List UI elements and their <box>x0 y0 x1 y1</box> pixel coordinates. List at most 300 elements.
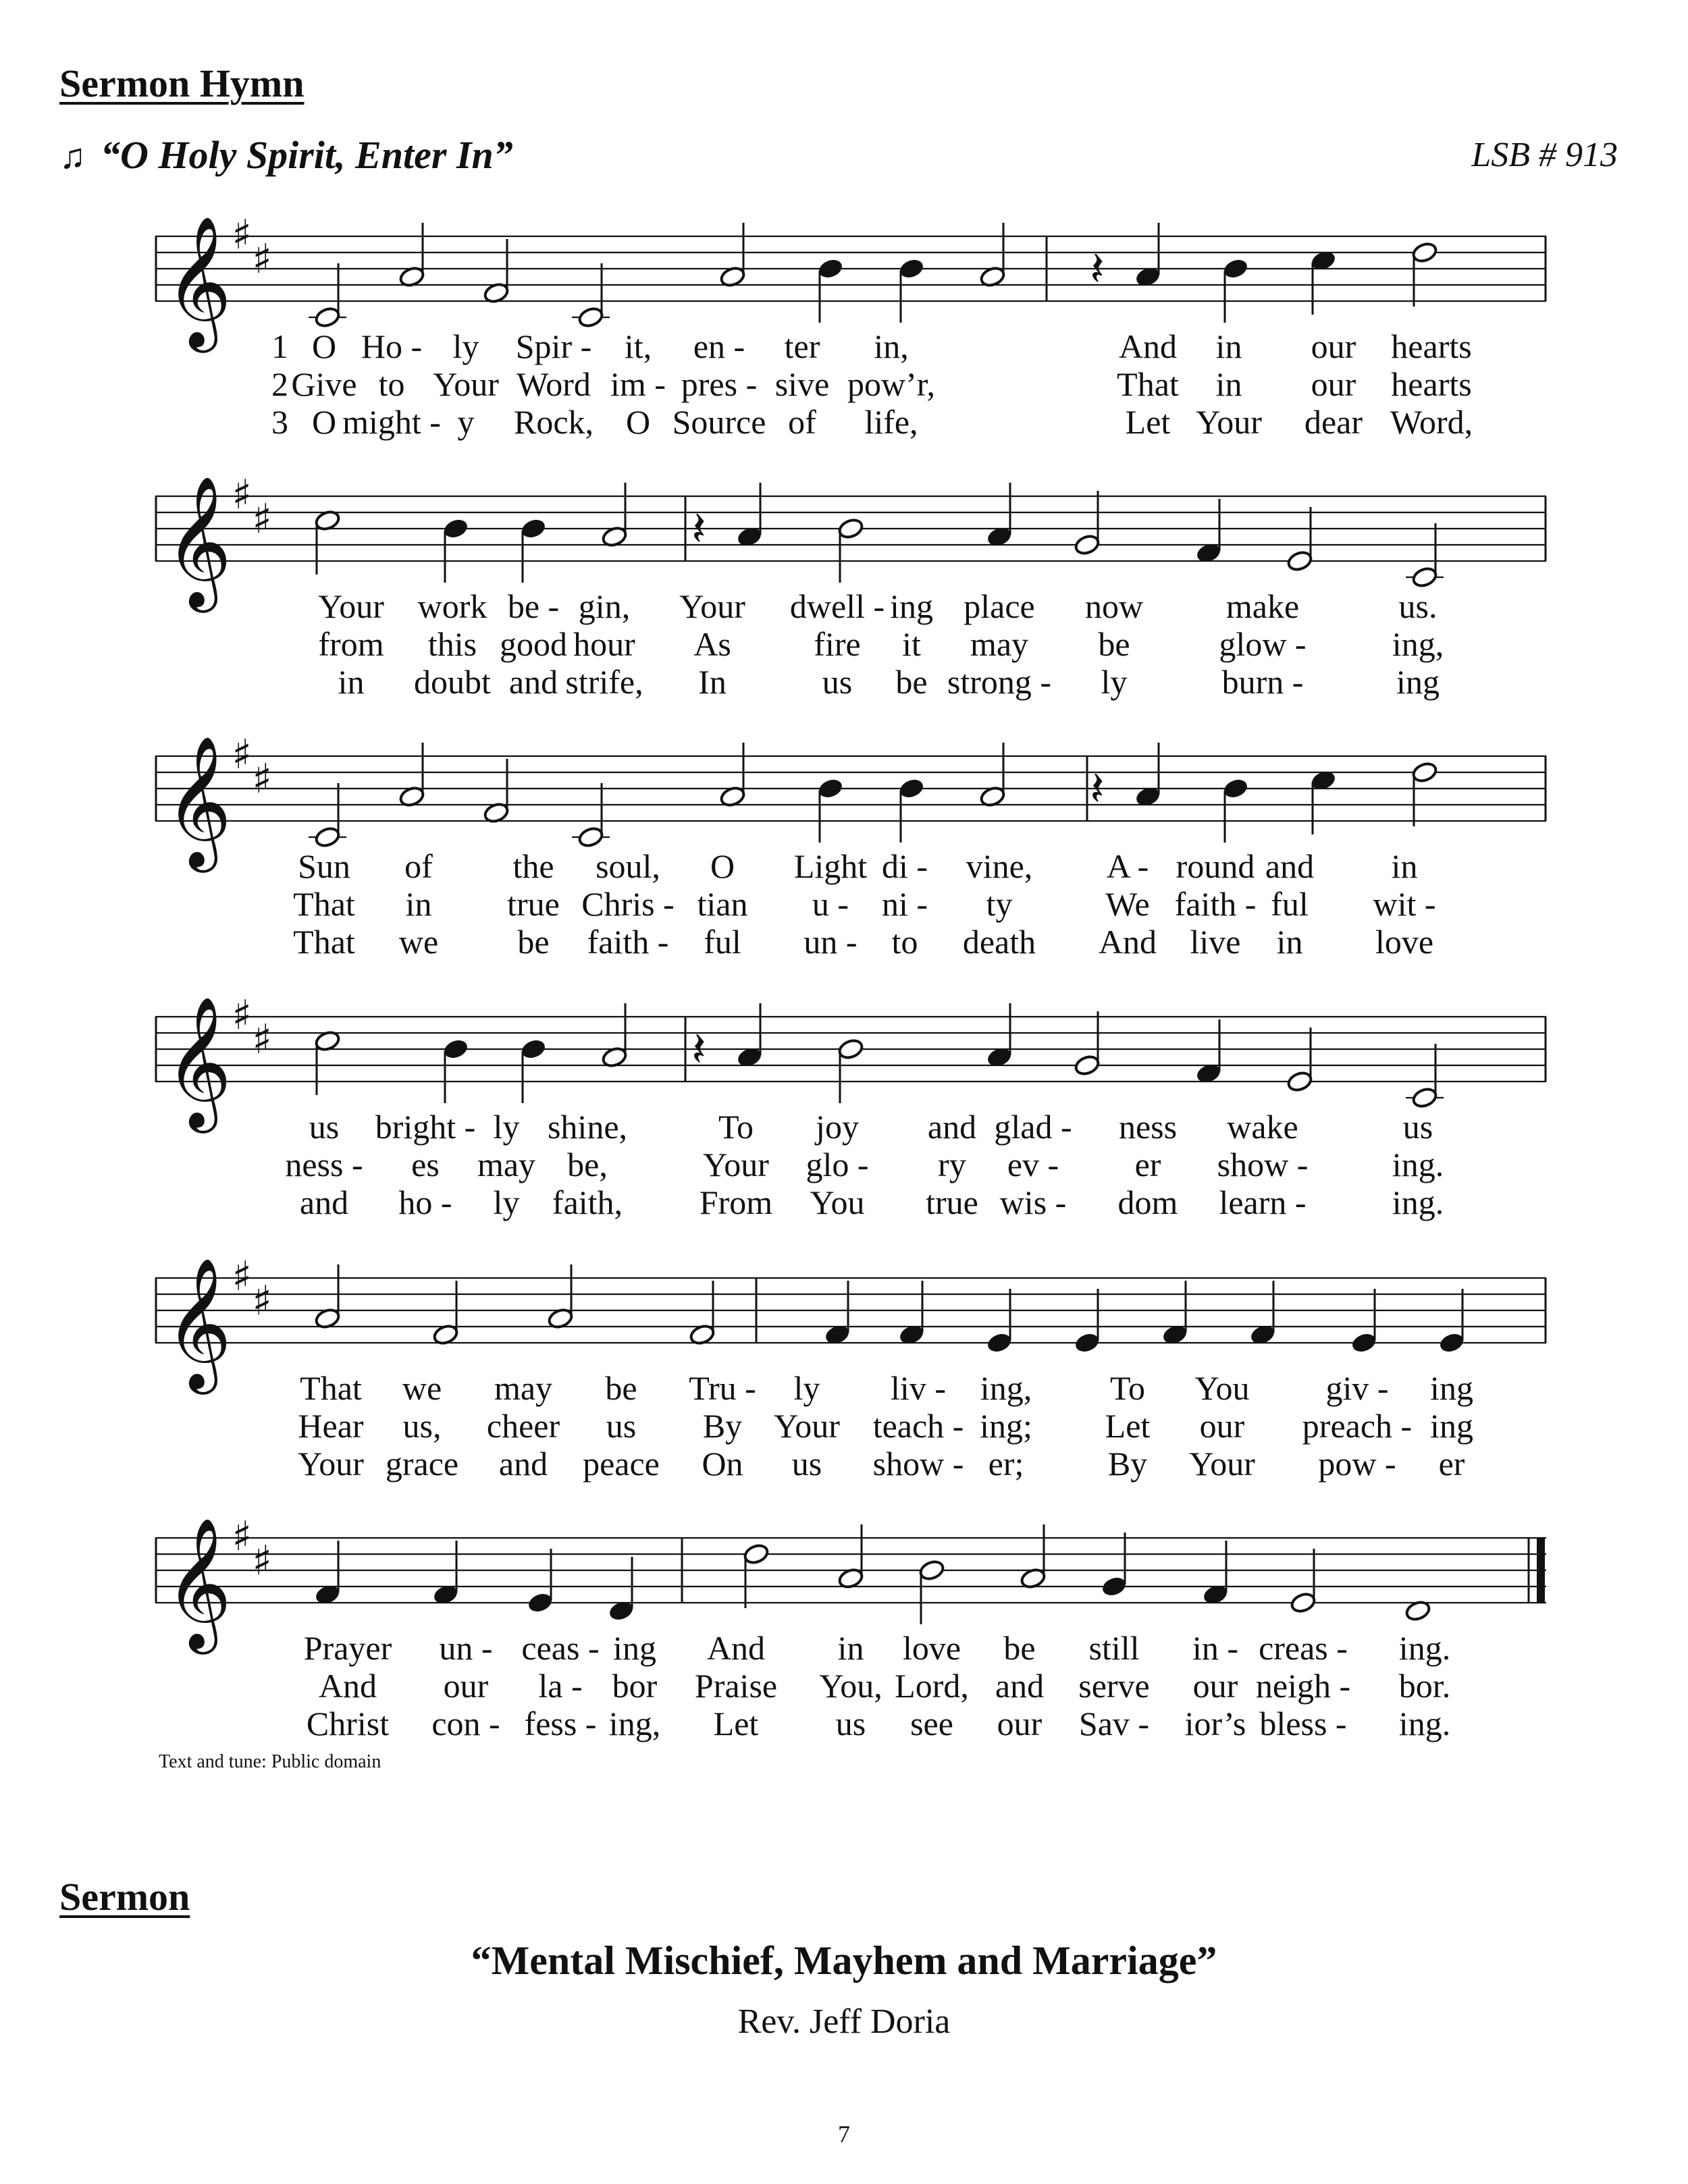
verse-number: 3 <box>271 403 288 441</box>
lyric-syllable: ty <box>986 885 1013 923</box>
quarter-note <box>898 257 925 280</box>
half-note <box>1411 1086 1438 1109</box>
lyric-syllable: pres - <box>681 365 758 403</box>
lyric-syllable: By <box>702 1407 743 1445</box>
lyric-syllable: Word, <box>1390 403 1473 441</box>
lyric-syllable: our <box>1192 1667 1238 1705</box>
lyric-syllable: fire <box>814 625 861 663</box>
lyric-syllable: ho - <box>398 1183 452 1221</box>
half-note <box>577 306 604 329</box>
lyric-line <box>155 365 1546 403</box>
lyric-syllable: Your <box>679 587 745 625</box>
lyric-syllable: strife, <box>565 663 643 701</box>
lyric-syllable: creas - <box>1259 1629 1348 1667</box>
lyric-syllable: see <box>910 1705 953 1742</box>
lyric-syllable: may <box>494 1369 553 1407</box>
lyric-syllable: and <box>995 1667 1045 1705</box>
lyric-syllable: soul, <box>596 847 660 885</box>
lyric-syllable: giv - <box>1325 1369 1389 1407</box>
lyric-syllable: ceas - <box>521 1629 600 1667</box>
half-note <box>314 826 341 849</box>
lyric-syllable: You <box>1194 1369 1250 1407</box>
lyric-syllable: ry <box>938 1146 966 1183</box>
quarter-note <box>442 517 469 540</box>
lyric-syllable: might - <box>342 403 441 441</box>
lyric-syllable: From <box>699 1183 773 1221</box>
quarter-note <box>1350 1331 1377 1354</box>
lyric-syllable: er <box>1438 1445 1465 1483</box>
lyric-syllable: doubt <box>414 663 491 701</box>
lyric-syllable: us <box>822 663 853 701</box>
lyric-syllable: in <box>1391 847 1418 885</box>
lyric-syllable: ing <box>1430 1369 1473 1407</box>
lyric-syllable: faith - <box>587 923 669 961</box>
lyric-syllable: That <box>293 885 355 923</box>
lyric-syllable: place <box>964 587 1035 625</box>
lyric-syllable: from <box>318 625 384 663</box>
lyric-syllable: our <box>1199 1407 1245 1445</box>
lyric-syllable: ing, <box>1392 625 1444 663</box>
lyric-syllable: now <box>1084 587 1144 625</box>
lyric-syllable: may <box>477 1146 536 1183</box>
lyric-syllable: and <box>498 1445 548 1483</box>
lyric-syllable: ly <box>1101 663 1128 701</box>
lyric-syllable: true <box>507 885 560 923</box>
treble-clef-icon: 𝄞 <box>165 1256 232 1389</box>
lyric-syllable: in, <box>874 327 909 365</box>
quarter-note <box>520 517 547 540</box>
lyric-syllable: y <box>457 403 475 441</box>
lyric-syllable: Let <box>713 1705 759 1742</box>
treble-clef-icon: 𝄞 <box>165 215 232 347</box>
lyric-syllable: en - <box>693 327 745 365</box>
sharp-icon: ♯ <box>252 1537 272 1584</box>
lyric-syllable: Chris - <box>581 885 675 923</box>
lyric-line <box>155 923 1546 961</box>
lyric-syllable: Hear <box>298 1407 364 1445</box>
verse-number: 1 <box>271 327 288 365</box>
quarter-note <box>520 1038 547 1061</box>
lyric-syllable: And <box>1118 327 1178 365</box>
lyric-syllable: That <box>1117 365 1179 403</box>
treble-clef-icon: 𝄞 <box>165 475 232 607</box>
lyric-syllable: us, <box>402 1407 442 1445</box>
page-number: 7 <box>838 2121 850 2148</box>
lyric-line <box>155 1108 1546 1146</box>
sharp-icon: ♯ <box>232 731 252 778</box>
lyric-syllable: in <box>1276 923 1303 961</box>
lyric-syllable: peace <box>583 1445 660 1483</box>
lyric-syllable: of <box>404 847 433 885</box>
lyric-line <box>155 1369 1546 1407</box>
lyric-syllable: life, <box>864 403 918 441</box>
lyric-syllable: O <box>625 403 651 441</box>
lyric-syllable: glad - <box>994 1108 1072 1146</box>
lyric-syllable: Your <box>298 1445 364 1483</box>
lyric-line <box>155 1146 1546 1183</box>
sermon-heading: Sermon <box>59 1875 190 1919</box>
lyric-syllable: us <box>606 1407 637 1445</box>
lyric-syllable: By <box>1107 1445 1148 1483</box>
lyric-syllable: O <box>311 327 337 365</box>
lyric-syllable: in - <box>1192 1629 1239 1667</box>
lyric-syllable: dear <box>1304 403 1363 441</box>
lyric-syllable: O <box>311 403 337 441</box>
lyric-syllable: wake <box>1227 1108 1298 1146</box>
lyric-syllable: be <box>1003 1629 1036 1667</box>
lyric-syllable: be <box>605 1369 637 1407</box>
lyric-line <box>155 403 1546 441</box>
lyric-syllable: ing <box>1396 663 1440 701</box>
lyric-syllable: ly <box>493 1183 520 1221</box>
lyric-syllable: make <box>1225 587 1300 625</box>
music-note-icon: ♫ <box>59 138 86 176</box>
lyric-syllable: we <box>402 1369 442 1407</box>
lyric-syllable: ing. <box>1392 1183 1444 1221</box>
lyric-syllable: show - <box>872 1445 964 1483</box>
lyric-syllable: work <box>417 587 487 625</box>
lyric-syllable: ing <box>613 1629 656 1667</box>
lyric-syllable: In <box>698 663 727 701</box>
hymn-title: “O Holy Spirit, Enter In” <box>101 133 513 177</box>
lyric-syllable: Let <box>1105 1407 1151 1445</box>
lyric-syllable: us <box>835 1705 866 1742</box>
lyric-syllable: of <box>788 403 816 441</box>
lyric-syllable: On <box>702 1445 743 1483</box>
lyric-line <box>155 1629 1546 1667</box>
lyric-syllable: bright - <box>375 1108 476 1146</box>
sermon-title: “Mental Mischief, Mayhem and Marriage” <box>471 1938 1217 1983</box>
lyric-syllable: ing, <box>608 1705 661 1742</box>
lyric-syllable: To <box>1109 1369 1146 1407</box>
sharp-icon: ♯ <box>232 471 252 518</box>
lyric-syllable: ior’s <box>1184 1705 1246 1742</box>
lyric-line <box>155 1705 1546 1742</box>
lyric-syllable: learn - <box>1219 1183 1307 1221</box>
lyric-syllable: Ho - <box>361 327 423 365</box>
lyric-syllable: love <box>902 1629 961 1667</box>
lyric-line <box>155 885 1546 923</box>
lyric-syllable: Source <box>672 403 766 441</box>
lyric-syllable: ing; <box>980 1407 1032 1445</box>
final-bar-line <box>1537 1538 1545 1603</box>
treble-clef-icon: 𝄞 <box>165 735 232 867</box>
lyrics-6 <box>155 1629 1546 1742</box>
lyric-syllable: us <box>1402 1108 1433 1146</box>
lyric-syllable: im - <box>610 365 666 403</box>
lyric-line <box>155 1407 1546 1445</box>
quarter-rest-icon: 𝄽 <box>1090 241 1105 296</box>
lyric-syllable: hour <box>573 625 635 663</box>
half-note <box>918 1559 945 1582</box>
lyric-syllable: ness <box>1118 1108 1178 1146</box>
half-note <box>1074 1054 1101 1077</box>
quarter-rest-icon: 𝄽 <box>691 501 706 556</box>
lyric-syllable: Spir - <box>515 327 592 365</box>
lyric-syllable: ing. <box>1398 1629 1451 1667</box>
lyric-syllable: to <box>891 923 918 961</box>
sharp-icon: ♯ <box>252 236 272 283</box>
lyric-syllable: Lord, <box>895 1667 969 1705</box>
quarter-note <box>817 777 844 800</box>
lyric-syllable: Light <box>793 847 868 885</box>
lyric-syllable: cheer <box>486 1407 560 1445</box>
lyric-line <box>155 847 1546 885</box>
lyric-syllable: may <box>970 625 1029 663</box>
lyric-syllable: er; <box>988 1445 1024 1483</box>
lyric-syllable: liv - <box>891 1369 946 1407</box>
lyric-syllable: death <box>962 923 1036 961</box>
lyric-syllable: and <box>508 663 558 701</box>
lyric-syllable: hearts <box>1391 365 1472 403</box>
lyric-syllable: Sav - <box>1078 1705 1150 1742</box>
lyric-syllable: We <box>1105 885 1150 923</box>
lyric-syllable: dom <box>1117 1183 1178 1221</box>
half-note <box>577 826 604 849</box>
lyric-syllable: Your <box>1196 403 1262 441</box>
lyric-syllable: burn - <box>1221 663 1304 701</box>
lyric-syllable: faith, <box>552 1183 623 1221</box>
lyric-syllable: Your <box>703 1146 769 1183</box>
lyric-line <box>155 663 1546 701</box>
sharp-icon: ♯ <box>232 992 252 1039</box>
lyric-syllable: Rock, <box>513 403 594 441</box>
lyrics-3 <box>155 847 1546 961</box>
lyric-syllable: good <box>500 625 567 663</box>
lyric-syllable: Prayer <box>303 1629 392 1667</box>
lyric-syllable: grace <box>385 1445 459 1483</box>
lyric-syllable: in <box>1215 327 1242 365</box>
lyric-syllable: glow - <box>1219 625 1307 663</box>
quarter-note <box>1222 257 1249 280</box>
lyric-syllable: Word <box>517 365 591 403</box>
lyric-syllable: O <box>710 847 735 885</box>
lyric-syllable: bor <box>612 1667 658 1705</box>
lyric-syllable: in <box>1215 365 1242 403</box>
lyric-syllable: And <box>1098 923 1157 961</box>
lyric-syllable: pow’r, <box>847 365 935 403</box>
lyric-syllable: round <box>1176 847 1255 885</box>
lyric-syllable: la - <box>538 1667 583 1705</box>
sharp-icon: ♯ <box>252 496 272 543</box>
lyric-syllable: tian <box>697 885 748 923</box>
lyric-syllable: our <box>997 1705 1043 1742</box>
quarter-note <box>442 1038 469 1061</box>
lyric-syllable: be - <box>507 587 560 625</box>
sermon-hymn-heading: Sermon Hymn <box>59 61 305 105</box>
lyric-syllable: ing, <box>980 1369 1032 1407</box>
lyric-syllable: er <box>1134 1146 1161 1183</box>
lyric-syllable: be <box>517 923 550 961</box>
sharp-icon: ♯ <box>232 1253 252 1300</box>
quarter-rest-icon: 𝄽 <box>691 1021 706 1077</box>
lyric-syllable: in <box>405 885 432 923</box>
lyric-syllable: ful <box>704 923 741 961</box>
lyric-syllable: You <box>810 1183 865 1221</box>
lyric-syllable: joy <box>816 1108 859 1146</box>
treble-clef-icon: 𝄞 <box>165 1516 232 1649</box>
half-note <box>1290 1591 1317 1614</box>
lyric-syllable: And <box>706 1629 766 1667</box>
lyric-syllable: shine, <box>547 1108 628 1146</box>
lyric-syllable: Give <box>291 365 357 403</box>
lyric-syllable: ly <box>493 1108 520 1146</box>
lyric-syllable: live <box>1190 923 1241 961</box>
lyric-syllable: You, <box>819 1667 882 1705</box>
lyric-syllable: sive <box>774 365 830 403</box>
lyric-syllable: neigh - <box>1255 1667 1351 1705</box>
lyric-syllable: That <box>300 1369 362 1407</box>
lyric-syllable: us <box>309 1108 340 1146</box>
lyric-syllable: to <box>378 365 405 403</box>
lyric-syllable: Let <box>1125 403 1171 441</box>
lyric-syllable: it <box>902 625 921 663</box>
lyric-line <box>155 1667 1546 1705</box>
lyric-syllable: and <box>927 1108 977 1146</box>
lyric-syllable: un - <box>439 1629 493 1667</box>
lyric-syllable: teach - <box>872 1407 964 1445</box>
lyric-syllable: hearts <box>1391 327 1472 365</box>
lyric-syllable: un - <box>803 923 858 961</box>
hymn-credit: Text and tune: Public domain <box>159 1751 381 1772</box>
half-note <box>1411 566 1438 589</box>
lyric-syllable: ev - <box>1007 1146 1059 1183</box>
sharp-icon: ♯ <box>252 1277 272 1325</box>
sharp-icon: ♯ <box>232 211 252 259</box>
lyric-syllable: the <box>512 847 554 885</box>
lyric-syllable: and <box>1265 847 1315 885</box>
lyric-syllable: we <box>398 923 439 961</box>
lyric-line <box>155 587 1546 625</box>
lyrics-4 <box>155 1108 1546 1221</box>
lyric-syllable: us. <box>1398 587 1438 625</box>
lyric-syllable: ing <box>1430 1407 1473 1445</box>
quarter-rest-icon: 𝄽 <box>1090 761 1105 816</box>
lyric-syllable: in <box>338 663 365 701</box>
verse-number: 2 <box>271 365 288 403</box>
lyric-syllable: ly <box>452 327 479 365</box>
half-note <box>1286 1070 1313 1093</box>
half-note <box>1074 533 1101 556</box>
quarter-note <box>898 777 925 800</box>
lyric-syllable: ly <box>793 1369 820 1407</box>
half-note <box>1411 241 1438 264</box>
lyric-syllable: be, <box>567 1146 608 1183</box>
lyric-syllable: this <box>427 625 477 663</box>
hymn-title-line <box>59 132 513 178</box>
lyric-syllable: it, <box>624 327 652 365</box>
sharp-icon: ♯ <box>232 1513 252 1560</box>
lyric-line <box>155 1183 1546 1221</box>
lyric-syllable: Tru - <box>689 1369 756 1407</box>
half-note <box>743 1543 770 1566</box>
lyric-syllable: be <box>1098 625 1130 663</box>
quarter-note <box>1222 777 1249 800</box>
lyric-syllable: serve <box>1078 1667 1150 1705</box>
lyric-syllable: con - <box>431 1705 500 1742</box>
lyric-syllable: fess - <box>524 1705 597 1742</box>
lyrics-2 <box>155 587 1546 701</box>
sharp-icon: ♯ <box>252 755 272 803</box>
lyric-syllable: u - <box>812 885 849 923</box>
lyric-syllable: our <box>1311 365 1356 403</box>
sharp-icon: ♯ <box>252 1016 272 1063</box>
lyric-syllable: bless - <box>1259 1705 1347 1742</box>
lyric-syllable: And <box>318 1667 377 1705</box>
quarter-note <box>527 1591 554 1614</box>
lyric-syllable: in <box>837 1629 864 1667</box>
lyric-syllable: ful <box>1271 885 1309 923</box>
lyric-syllable: ness - <box>285 1146 363 1183</box>
lyric-syllable: true <box>926 1183 978 1221</box>
lyric-syllable: ter <box>784 327 820 365</box>
lyric-syllable: strong - <box>947 663 1052 701</box>
half-note <box>1411 761 1438 784</box>
lyric-syllable: ing <box>890 587 933 625</box>
lyric-syllable: Christ <box>306 1705 390 1742</box>
lyric-syllable: dwell - <box>789 587 885 625</box>
lyric-syllable: vine, <box>966 847 1033 885</box>
lyrics-1 <box>155 327 1546 441</box>
lyric-syllable: Your <box>1189 1445 1255 1483</box>
lyric-syllable: show - <box>1217 1146 1309 1183</box>
lyric-syllable: ni - <box>881 885 928 923</box>
lyric-syllable: Sun <box>298 847 350 885</box>
lyric-syllable: That <box>293 923 355 961</box>
sermon-preacher: Rev. Jeff Doria <box>737 2002 951 2041</box>
half-note <box>314 306 341 329</box>
lyric-syllable: To <box>718 1108 754 1146</box>
lyric-syllable: love <box>1375 923 1434 961</box>
lyric-syllable: Your <box>318 587 384 625</box>
lyric-syllable: wis - <box>999 1183 1067 1221</box>
quarter-note <box>1438 1331 1465 1354</box>
lyric-syllable: Your <box>774 1407 840 1445</box>
lyric-syllable: gin, <box>578 587 631 625</box>
half-note <box>1286 550 1313 572</box>
lyric-line <box>155 1445 1546 1483</box>
lyric-syllable: Praise <box>694 1667 778 1705</box>
lyric-syllable: and <box>299 1183 349 1221</box>
lyric-syllable: preach - <box>1302 1407 1413 1445</box>
lyric-syllable: Your <box>433 365 499 403</box>
lyrics-5 <box>155 1369 1546 1483</box>
quarter-note <box>1074 1331 1101 1354</box>
lyric-syllable: glo - <box>806 1146 869 1183</box>
lyric-line <box>155 327 1546 365</box>
hymn-number: LSB # 913 <box>1471 136 1618 174</box>
lyric-syllable: our <box>443 1667 489 1705</box>
lyric-syllable: es <box>411 1146 440 1183</box>
lyric-syllable: be <box>895 663 928 701</box>
lyric-syllable: ing. <box>1398 1705 1451 1742</box>
half-note <box>837 1038 864 1061</box>
lyric-syllable: ing. <box>1392 1146 1444 1183</box>
treble-clef-icon: 𝄞 <box>165 995 232 1127</box>
lyric-syllable: bor. <box>1398 1667 1451 1705</box>
lyric-syllable: A - <box>1106 847 1149 885</box>
lyric-syllable: faith - <box>1174 885 1257 923</box>
lyric-syllable: di - <box>881 847 928 885</box>
lyric-line <box>155 625 1546 663</box>
lyric-syllable: us <box>791 1445 822 1483</box>
half-note <box>837 517 864 540</box>
lyric-syllable: still <box>1088 1629 1140 1667</box>
lyric-syllable: our <box>1311 327 1356 365</box>
lyric-syllable: As <box>693 625 731 663</box>
lyric-syllable: wit - <box>1373 885 1436 923</box>
lyric-syllable: pow - <box>1318 1445 1396 1483</box>
